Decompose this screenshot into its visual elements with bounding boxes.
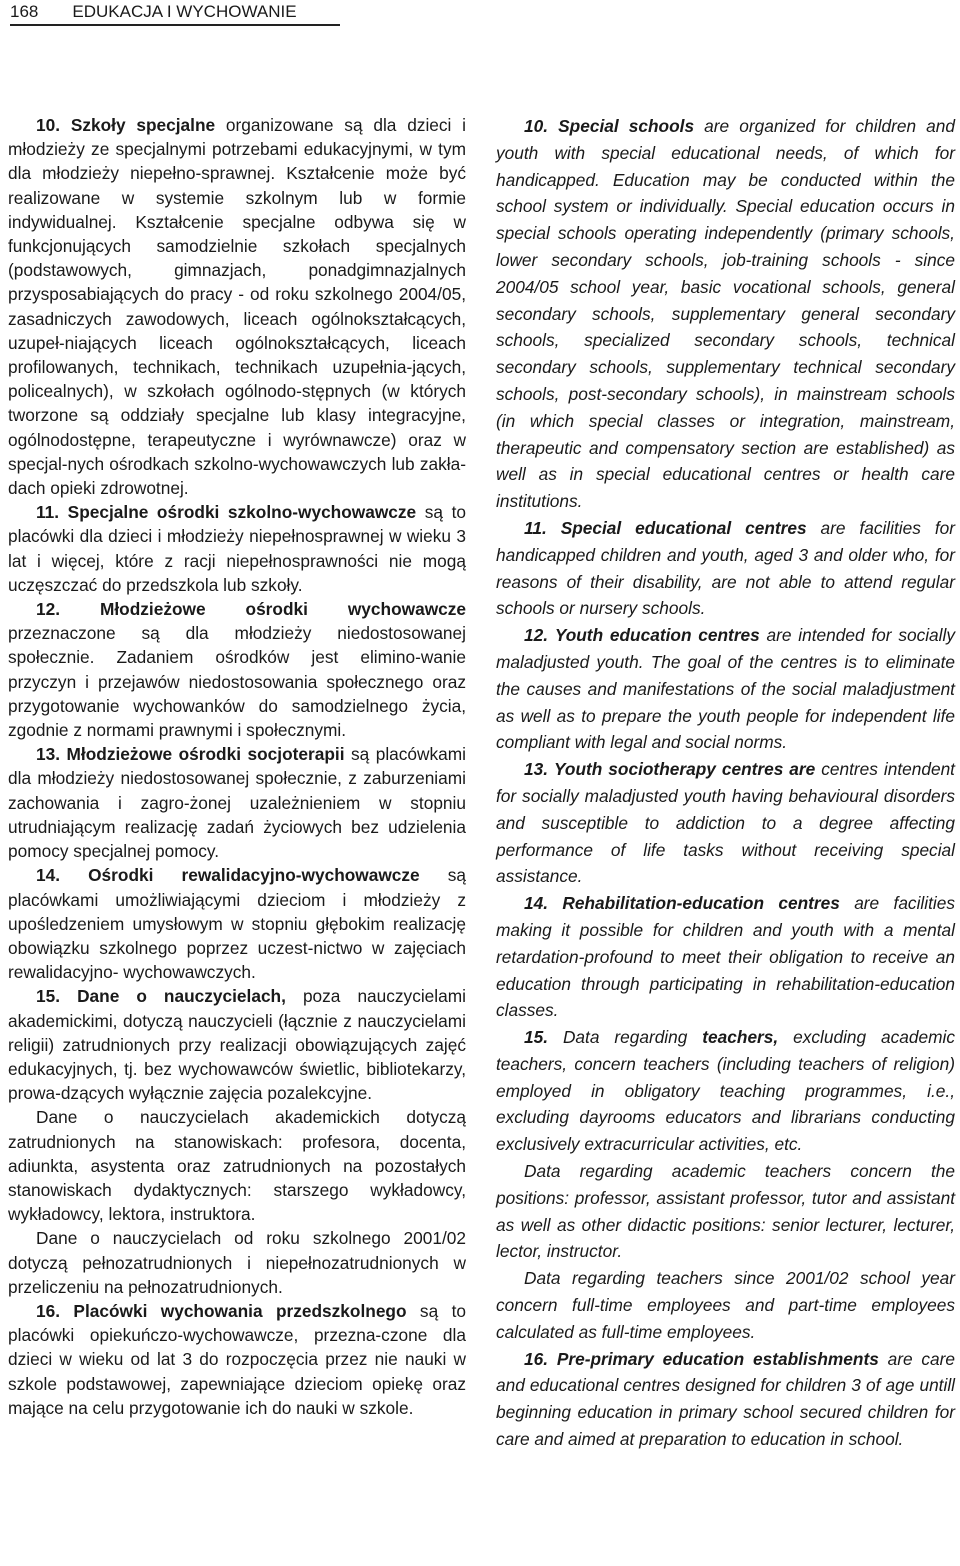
body-text: są placówkami umożliwiającymi dzieciom i młodzieży z upośledzeniem umysłowym w stopniu głębokim realizację obowiązku szkolnego poprzez uczest-nictwo w zajęciach rewalidacyjno- wychowawczych. — [8, 865, 466, 983]
body-text: Data regarding — [548, 1027, 703, 1048]
paragraph-en-16 — [496, 1346, 955, 1453]
term: Dane o nauczycielach, — [77, 986, 286, 1007]
body-text: poza nauczycielami akademickimi, dotyczą nauczycieli (łącznie z nauczycielami religii) zatrudnionych przy realizacji obowiązujących zajęć edukacyjnych, tj. bez wychowawców świetlic, bibliotekarzy, prowa-dzących wyłącznie zajęcia pozalekcyjne. — [8, 986, 466, 1104]
term: Ośrodki rewalidacyjno-wychowawcze — [88, 865, 420, 886]
body-text: excluding academic teachers, concern teachers (including teachers of religion) employed in obligatory teaching programmes, i.e., excluding dayrooms educators and librarians conducting exclusively extracurricular activities, etc. — [496, 1027, 955, 1155]
paragraph-pl-10 — [8, 113, 466, 500]
heading-num: 10. — [36, 115, 61, 135]
english-column — [496, 113, 955, 1453]
paragraph-pl-16 — [8, 1299, 466, 1420]
body-text: są placówkami dla młodzieży niedostosowanej społecznie, z zaburzeniami zachowania i zagro-żonej uzależnieniem w stopniu utrudniającym realizację zadań życiowych bez udzielenia pomocy specjalnej pomocy. — [8, 744, 466, 862]
heading-num: 16. — [36, 1300, 61, 1321]
body-text: centres intendent for socially maladjusted youth having behavioural disorders and susceptible to addiction to a degree affecting performance of life tasks without receiving special assistance. — [496, 759, 955, 887]
paragraph-en-13 — [496, 756, 955, 890]
term: Pre-primary education establishments — [556, 1348, 879, 1369]
paragraph-en-15c — [496, 1265, 955, 1345]
polish-column — [8, 113, 466, 1420]
page-header — [10, 0, 340, 26]
paragraph-en-15b — [496, 1158, 955, 1265]
paragraph-en-15 — [496, 1024, 955, 1158]
term: Specjalne ośrodki szkolno-wychowawcze — [67, 502, 417, 523]
paragraph-en-11 — [496, 515, 955, 622]
paragraph-en-12 — [496, 622, 955, 756]
body-text: Data regarding teachers since 2001/02 school year concern full-time employees and part-time employees calculated as full-time employees. — [496, 1268, 955, 1342]
heading-num: 11. — [36, 502, 60, 523]
heading-num: 11. — [524, 517, 547, 538]
term: Młodzieżowe ośrodki wychowawcze — [99, 599, 466, 620]
body-text: are organized for children and youth with special educational needs, of which for handicapped. Education may be conducted within the school system or individually. Special education occurs in special schools operating independently (primary schools, lower secondary schools, job-training schools - since 2004/05 school year, basic vocational schools, general secondary schools, supplementary general secondary schools, specialized secondary schools, technical secondary schools, supplementary technical secondary schools, post-secondary schools), in mainstream schools (in which special classes or integration, mainstream, therapeutic and compensatory section are established) as well as in special educational centres or health care institutions. — [496, 116, 955, 512]
term: Special educational centres — [560, 517, 807, 538]
body-text: are facilities for handicapped children and youth, aged 3 and older who, for reasons of their disability, are not able to attend regular schools or nursery schools. — [496, 517, 955, 619]
body-text: są to placówki opiekuńczo-wychowawcze, przezna-czone dla dzieci w wieku od lat 3 do rozpoczęcia przez nie nauki w szkole podstawowej, zapewniające dzieciom opiekę oraz mające na celu przygotowanie ich do nauki w szkole. — [8, 1300, 466, 1418]
term: Młodzieżowe ośrodki socjoterapii — [66, 744, 345, 765]
body-text: Dane o nauczycielach akademickich dotyczą zatrudnionych na stanowiskach: profesora, docenta, adiunkta, asystenta oraz zatrudnionych na pozostałych stanowiskach dydaktycznych: starszego wykładowcy, wykładowcy, lektora, instruktora. — [8, 1107, 466, 1225]
body-text: przeznaczone są dla młodzieży niedostosowanej społecznie. Zadaniem ośrodków jest elimino-wanie przyczyn i przejawów niedostosowania społecznego oraz przygotowanie wychowanków do samodzielnego życia, zgodnie z normami prawnymi i społecznymi. — [8, 623, 466, 741]
term: Youth sociotherapy centres are — [554, 759, 816, 780]
paragraph-pl-15c — [8, 1226, 466, 1299]
paragraph-en-10 — [496, 113, 955, 515]
body-text: organizowane są dla dzieci i młodzieży ze specjalnymi potrzebami edukacyjnymi, w tym dla młodzieży niepełno-sprawnej. Kształcenie może być realizowane w systemie szkolnym lub w formie indywidualnej. Kształcenie specjalne odbywa się w funkcjonujących samodzielnie szkołach specjalnych (podstawowych, gimnazjach, ponadgimnazjalnych przysposabiających do pracy - od roku szkolnego 2004/05, zasadniczych zawodowych, liceach ogólnokształcących, uzupeł-niających liceach ogólnokształcących, liceach profilowanych, technikach, technikach uzupełnia-jących, policealnych), w szkołach ogólnodo-stępnych (w których tworzone są oddziały specjalne lub klasy integracyjne, ogólnodostępne, terapeutyczne i wyrównawcze) oraz w specjal-nych ośrodkach szkolno-wychowawczych lub zakła-dach opieki zdrowotnej. — [8, 115, 466, 499]
paragraph-pl-15b — [8, 1105, 466, 1226]
paragraph-pl-14 — [8, 863, 466, 984]
paragraph-pl-15 — [8, 984, 466, 1105]
paragraph-pl-12 — [8, 597, 466, 742]
heading-num: 13. — [524, 759, 549, 780]
heading-num: 16. — [524, 1348, 549, 1369]
term: Special schools — [558, 116, 695, 136]
paragraph-en-14 — [496, 890, 955, 1024]
paragraph-pl-11 — [8, 500, 466, 597]
body-text: są to placówki dla dzieci i młodzieży niepełnosprawnej w wieku 3 lat i więcej, które z racji niepełnosprawności nie mogą uczęszczać do przedszkola lub szkoły. — [8, 502, 466, 595]
term: teachers, — [702, 1027, 779, 1048]
heading-num: 14. — [524, 893, 549, 914]
term: Szkoły specjalne — [70, 115, 216, 135]
heading-num: 12. — [524, 625, 549, 646]
body-text: Dane o nauczycielach od roku szkolnego 2001/02 dotyczą pełnozatrudnionych i niepełnozatrudnionych w przeliczeniu na pełnozatrudnionych. — [8, 1228, 466, 1297]
term: Youth education centres — [554, 625, 760, 646]
term: Placówki wychowania przedszkolnego — [73, 1300, 407, 1321]
body-text: Data regarding academic teachers concern the positions: professor, assistant professor, tutor and assistant as well as other didactic positions: senior lecturer, lecturer, lector, instructor. — [496, 1161, 955, 1262]
heading-num: 15. — [524, 1027, 549, 1048]
body-text: are facilities making it possible for children and youth with a mental retardation-profound to meet their obligation to receive an education through participating in rehabilitation-education classes. — [496, 893, 955, 1021]
heading-num: 12. — [36, 599, 61, 620]
heading-num: 10. — [524, 116, 549, 136]
heading-num: 15. — [36, 986, 61, 1007]
heading-num: 14. — [36, 865, 61, 886]
term: Rehabilitation-education centres — [562, 893, 840, 914]
page-number: 168 — [10, 2, 39, 21]
heading-num: 13. — [36, 744, 61, 765]
paragraph-pl-13 — [8, 742, 466, 863]
body-text: are intended for socially maladjusted youth. The goal of the centres is to eliminate the causes and manifestations of the social maladjustment as well as to prepare the youth people for independent life compliant with legal and social norms. — [496, 625, 955, 753]
running-title: EDUKACJA I WYCHOWANIE — [72, 2, 297, 21]
body-text: are care and educational centres designed for children 3 of age untill beginning education in primary school secured children for care and aimed at preparation to education in school. — [496, 1348, 956, 1450]
